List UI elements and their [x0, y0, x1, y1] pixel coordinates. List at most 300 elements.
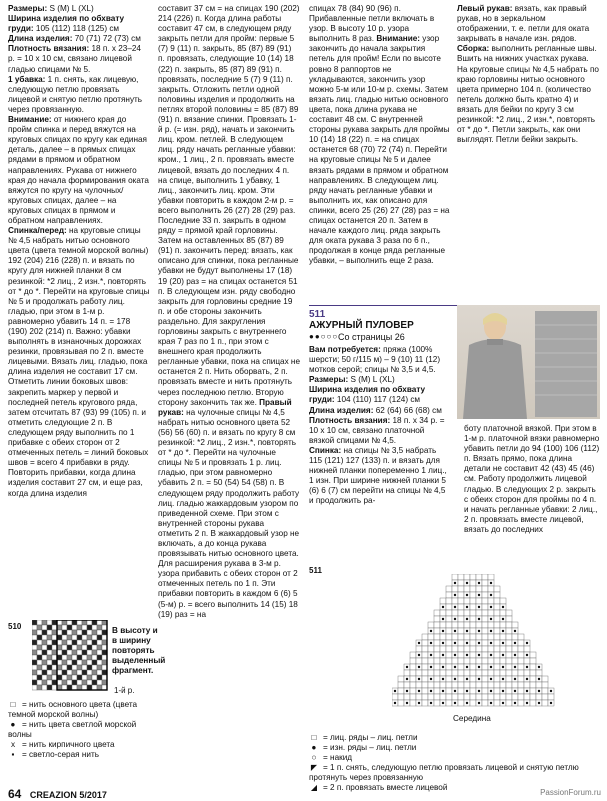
chart-cell	[434, 694, 440, 700]
chart-cell	[464, 658, 470, 664]
chart-cell	[542, 700, 548, 706]
chart-cell	[482, 682, 488, 688]
chart-cell	[87, 645, 92, 650]
chart-cell	[422, 676, 428, 682]
chart-cell	[77, 645, 82, 650]
chart-cell	[47, 640, 52, 645]
chart-cell	[518, 640, 524, 646]
col2-text	[158, 4, 300, 620]
chart-cell	[452, 694, 458, 700]
legend-entry	[309, 753, 604, 763]
chart-cell	[494, 658, 500, 664]
chart-cell	[476, 622, 482, 628]
chart-cell	[42, 660, 47, 665]
chart-cell	[42, 625, 47, 630]
chart-cell	[62, 665, 67, 670]
legend-entry	[8, 700, 158, 720]
chart-cell	[77, 625, 82, 630]
legend-text: = лиц. ряды – лиц. петли	[323, 733, 418, 742]
chart-dot	[442, 654, 444, 656]
chart-cell	[72, 680, 77, 685]
chart-cell	[92, 655, 97, 660]
chart-cell	[428, 682, 434, 688]
chart-cell	[404, 682, 410, 688]
chart-cell	[446, 676, 452, 682]
chart-cell	[458, 616, 464, 622]
chart-dot	[454, 582, 456, 584]
chart-cell	[530, 664, 536, 670]
paragraph	[309, 416, 450, 446]
chart-cell	[37, 630, 42, 635]
chart-cell	[72, 660, 77, 665]
chart-cell	[404, 694, 410, 700]
paragraph	[8, 44, 150, 74]
chart-cell	[470, 592, 476, 598]
chart-dot	[514, 690, 516, 692]
chart-cell	[518, 694, 524, 700]
chart-cell	[67, 685, 72, 690]
chart-dot	[454, 678, 456, 680]
chart-cell	[42, 640, 47, 645]
chart-cell	[422, 652, 428, 658]
inline-text: на чулочные спицы № 4,5 набрать нитью основного цвета 52 (56) 56 (60) п. и вязать по кругу 8 см резинкой: *2 лиц., 2 изн.*, повторять от * до *. Перейти на чулочные спицы № 5 и провязать 1 р. лиц. гладью, при этом равномерно убавить 2 п. = 50 (54) 54 (58) п. В следующем ряду продолжить работу лиц. гладью жаккардовым узором по приведенной схеме. При этом с внутренней стороны рукава отметить 2 п. В жаккардовый узор не включать, а до конца рукава провязывать нитью основного цвета. Для расширения рукава в 3-м р. узора прибавить с обеих сторон от 2 отмеченных петель по 1 п. Эти прибавки повторить в каждом 6 (6) 5 (5-м) р. = всего выполнить 14 (15) 18 (19) раз = на	[158, 407, 300, 619]
chart-cell	[97, 640, 102, 645]
chart-cell	[476, 610, 482, 616]
chart-cell	[37, 650, 42, 655]
chart-cell	[52, 670, 57, 675]
chart-cell	[440, 634, 446, 640]
chart-cell	[542, 694, 548, 700]
paragraph-heading: Спинка:	[309, 445, 342, 455]
chart-dot	[418, 702, 420, 704]
chart-cell	[422, 670, 428, 676]
chart-cell	[482, 640, 488, 646]
chart-dot	[454, 702, 456, 704]
legend-symbol-icon: x	[10, 740, 16, 749]
chart-dot	[538, 666, 540, 668]
chart-cell	[87, 680, 92, 685]
chart-cell	[62, 680, 67, 685]
chart-cell	[470, 604, 476, 610]
paragraph-heading: 1 убавка:	[8, 74, 46, 84]
chart-cell	[67, 635, 72, 640]
chart-cell	[434, 616, 440, 622]
chart-cell	[72, 640, 77, 645]
chart-cell	[37, 660, 42, 665]
chart-cell	[518, 700, 524, 706]
chart-cell	[476, 682, 482, 688]
paragraph	[8, 115, 150, 226]
chart-cell	[446, 586, 452, 592]
chart-cell	[494, 652, 500, 658]
chart-cell	[47, 665, 52, 670]
chart-cell	[32, 655, 37, 660]
paragraph-text: от нижнего края до пройм спинка и перед вяжутся на круговых спицах по кругу как единая деталь, далее – в прямых спицах рядами в прямом и обратном направлениях. Рукава от нижнего края до начала формирования оката вяжутся по кругу на чулочных/круговых спицах, далее – на круговых спицах в прямом и обратном направлениях.	[8, 115, 149, 225]
chart-dot	[490, 702, 492, 704]
chart-cell	[416, 682, 422, 688]
legend-text: = накид	[323, 753, 353, 762]
chart-cell	[458, 622, 464, 628]
chart-cell	[398, 682, 404, 688]
chart-cell	[32, 650, 37, 655]
chart-cell	[530, 670, 536, 676]
chart-cell	[67, 675, 72, 680]
chart-cell	[57, 650, 62, 655]
chart-cell	[530, 688, 536, 694]
chart-cell	[434, 682, 440, 688]
chart-cell	[464, 682, 470, 688]
chart-dot	[490, 582, 492, 584]
chart-dot	[466, 594, 468, 596]
chart-dot	[526, 702, 528, 704]
chart-cell	[87, 685, 92, 690]
chart-dot	[550, 690, 552, 692]
chart-cell	[102, 650, 107, 655]
chart-cell	[97, 635, 102, 640]
paragraph-heading: Размеры:	[309, 375, 349, 385]
chart-cell	[92, 630, 97, 635]
chart-dot	[394, 702, 396, 704]
chart-cell	[67, 625, 72, 630]
chart-cell	[476, 586, 482, 592]
chart-cell	[446, 700, 452, 706]
chart-cell	[470, 682, 476, 688]
chart-cell	[52, 620, 57, 625]
chart-cell	[434, 700, 440, 706]
chart-dot	[442, 642, 444, 644]
chart-cell	[92, 640, 97, 645]
chart-cell	[416, 694, 422, 700]
paragraph-heading: Внимание:	[8, 115, 52, 125]
chart-dot	[502, 642, 504, 644]
chart-cell	[77, 655, 82, 660]
chart-cell	[494, 640, 500, 646]
chart-cell	[452, 682, 458, 688]
chart-cell	[500, 610, 506, 616]
chart-cell	[52, 655, 57, 660]
legend-text: = светло-серая нить	[22, 750, 99, 759]
legend-text: = изн. ряды – лиц. петли	[323, 743, 417, 752]
chart-dot	[418, 642, 420, 644]
chart-dot	[490, 594, 492, 596]
paragraph-heading: Сборка:	[457, 44, 490, 54]
chart-cell	[494, 646, 500, 652]
chart-dot	[466, 606, 468, 608]
chart-dot	[478, 690, 480, 692]
chart-cell	[446, 652, 452, 658]
chart-dot	[502, 666, 504, 668]
chart-cell	[512, 622, 518, 628]
chart-cell	[452, 622, 458, 628]
chart-cell	[72, 655, 77, 660]
chart-cell	[97, 680, 102, 685]
chart-cell	[82, 620, 87, 625]
chart-cell	[62, 650, 67, 655]
chart-cell	[97, 655, 102, 660]
chart-cell	[446, 610, 452, 616]
chart-cell	[476, 634, 482, 640]
legend-symbol-icon: □	[311, 733, 317, 742]
chart-cell	[518, 688, 524, 694]
chart-cell	[102, 685, 107, 690]
chart-cell	[97, 650, 102, 655]
page-number: 64	[8, 787, 22, 801]
chart-cell	[92, 670, 97, 675]
chart-dot	[514, 654, 516, 656]
chart-cell	[518, 676, 524, 682]
chart-cell	[482, 616, 488, 622]
paragraph	[309, 345, 450, 375]
chart-cell	[422, 700, 428, 706]
chart-cell	[476, 598, 482, 604]
chart-dot	[538, 678, 540, 680]
chart-cell	[32, 625, 37, 630]
chart-cell	[37, 675, 42, 680]
chart-dot	[502, 606, 504, 608]
chart-dot	[430, 654, 432, 656]
chart-cell	[470, 622, 476, 628]
paragraph-text: 18 п. x 34 р. = 10 x 10 см, связано платочной вязкой спицами № 4,5.	[309, 415, 445, 445]
chart-cell	[52, 685, 57, 690]
chart-cell	[47, 655, 52, 660]
chart-dot	[442, 702, 444, 704]
chart-cell	[512, 670, 518, 676]
chart-cell	[470, 658, 476, 664]
chart-cell	[506, 700, 512, 706]
chart-cell	[92, 620, 97, 625]
chart-cell	[32, 685, 37, 690]
chart-dot	[466, 630, 468, 632]
chart-cell	[52, 650, 57, 655]
chart-cell	[500, 670, 506, 676]
chart-cell	[87, 625, 92, 630]
chart-cell	[494, 700, 500, 706]
chart-cell	[77, 620, 82, 625]
chart-cell	[452, 646, 458, 652]
chart-cell	[470, 586, 476, 592]
chart-dot	[418, 666, 420, 668]
chart-cell	[398, 676, 404, 682]
chart-dot	[490, 630, 492, 632]
chart-dot	[430, 678, 432, 680]
chart-cell	[470, 580, 476, 586]
legend-symbol-icon: ◢	[310, 783, 318, 792]
chart-cell	[494, 604, 500, 610]
chart-cell	[500, 646, 506, 652]
chart-cell	[500, 634, 506, 640]
chart-cell	[446, 646, 452, 652]
paragraph	[309, 446, 450, 507]
chart-cell	[440, 646, 446, 652]
paragraph	[457, 4, 600, 44]
chart-cell	[422, 694, 428, 700]
chart-cell	[62, 655, 67, 660]
chart-cell	[482, 586, 488, 592]
legend-text: = 2 п. провязать вместе лицевой	[323, 783, 448, 792]
chart-cell	[57, 655, 62, 660]
chart-dot	[478, 678, 480, 680]
chart-cell	[87, 665, 92, 670]
chart-cell	[440, 610, 446, 616]
chart-cell	[542, 682, 548, 688]
chart-cell	[67, 620, 72, 625]
chart-cell	[87, 630, 92, 635]
chart-cell	[470, 598, 476, 604]
magazine-name: CREAZION 5/2017	[29, 790, 107, 800]
chart-511-center: Середина	[453, 714, 491, 723]
legend-entry	[8, 750, 158, 760]
chart-cell	[82, 680, 87, 685]
chart-cell	[512, 694, 518, 700]
section-title: АЖУРНЫЙ ПУЛОВЕР	[309, 320, 414, 331]
chart-cell	[62, 670, 67, 675]
chart-cell	[506, 658, 512, 664]
chart-dot	[550, 702, 552, 704]
chart-dot	[526, 642, 528, 644]
chart-cell	[102, 675, 107, 680]
chart-cell	[494, 622, 500, 628]
chart-cell	[82, 650, 87, 655]
chart-cell	[482, 634, 488, 640]
chart-cell	[62, 625, 67, 630]
chart-dot	[442, 690, 444, 692]
chart-dot	[442, 666, 444, 668]
chart-cell	[482, 646, 488, 652]
chart-cell	[434, 610, 440, 616]
chart-cell	[47, 680, 52, 685]
column-3	[309, 4, 450, 266]
chart-cell	[92, 635, 97, 640]
chart-cell	[47, 620, 52, 625]
chart-cell	[97, 645, 102, 650]
chart-cell	[470, 694, 476, 700]
chart-cell	[47, 675, 52, 680]
chart-cell	[62, 620, 67, 625]
chart-dot	[466, 690, 468, 692]
chart-dot	[430, 642, 432, 644]
inline-text: составит 37 см = на спицах 190 (202) 214 (226) п. Когда длина работы составит 47 см, в следующем ряду закрыть петли для пройм: первые 5 (7) 9 (11) п. закрыть, 85 (87) 89 (91) п. провязать, следующие 10 (14) 18 (22) п. закрыть, 85 (87) 89 (91) п. провязать, последние 5 (7) 9 (11) п. закрыть. Отложить петли одной половины изделия и продолжить на петлях второй половины = 85 (87) 89 (91) п. вязание спинки. Провязать 1-й р. (= изн. ряд), начать и закончить лиц. кром. петлей. В следующем лиц. ряду начать регланные убавки: кром., 1 лиц., 2 п. провязать вместе лицевой, вязать до последних 4 п. на спице, выполнить 1 убавку, 1 лиц., закончить лиц. кром. Эти убавки повторить в каждом 2-м р. = всего выполнить 26 (27) 28 (29) раз. Последние 33 п. закрыть в одном ряду = прямой край горловины. Затем на оставленных 85 (87) 89 (91) п. закончить перед: вязать, как описано для спинки, пока регланные убавки не будут выполнены 17 (18) 19 (20) раз = на спицах останется 51 п. В следующем изн. ряду свободно закрыть для горловины средние 19 п. и обе стороны закончить раздельно. Для закругления горловины закрыть с внутреннего края 7 раз по 1 п., при этом с внешнего края продолжить регланные убавки, пока на спицах не останется 2 п. Нить оборвать, 2 п. провязать вместе и нить протянуть через последнюю петлю. Вторую сторону закончить так же.	[158, 4, 301, 407]
chart-cell	[428, 622, 434, 628]
chart-dot	[418, 690, 420, 692]
legend-text: = нить кирпичного цвета	[22, 740, 115, 749]
chart-dot	[454, 654, 456, 656]
chart-cell	[482, 598, 488, 604]
chart-cell	[32, 670, 37, 675]
paragraph	[8, 34, 150, 44]
chart-cell	[458, 640, 464, 646]
col4b-text: боту платочной вязкой. При этом в 1-м р. платочной вязки равномерно убавить петли до 94 (100) 106 (112) п. Вязать прямо, пока длина детали не составит 42 (43) 45 (46) см. Работу продолжить лицевой гладью. В следующих 2 р. закрыть с обеих сторон для проймы по 4 п. и начать регланные убавки: 2 лиц., 2 п. провязать вместе лицевой, вязать до последних	[464, 424, 600, 534]
chart-cell	[422, 664, 428, 670]
chart-cell	[518, 682, 524, 688]
chart-cell	[488, 586, 494, 592]
chart-cell	[458, 574, 464, 580]
chart-cell	[434, 622, 440, 628]
paragraph	[309, 375, 450, 385]
chart-cell	[482, 676, 488, 682]
chart-cell	[42, 680, 47, 685]
legend-text: = нить основного цвета (цвета темной морской волны)	[8, 700, 138, 719]
chart-cell	[452, 610, 458, 616]
chart-cell	[446, 604, 452, 610]
column-2	[158, 4, 300, 620]
chart-cell	[500, 694, 506, 700]
chart-cell	[37, 645, 42, 650]
chart-cell	[452, 658, 458, 664]
paragraph	[8, 75, 150, 115]
chart-cell	[72, 630, 77, 635]
chart-cell	[57, 625, 62, 630]
chart-cell	[87, 655, 92, 660]
chart-dot	[478, 702, 480, 704]
chart-cell	[458, 592, 464, 598]
chart-cell	[476, 694, 482, 700]
chart-cell	[92, 665, 97, 670]
chart-cell	[488, 682, 494, 688]
chart-dot	[466, 618, 468, 620]
chart-cell	[470, 664, 476, 670]
chart-cell	[530, 682, 536, 688]
chart-dot	[490, 666, 492, 668]
chart-dot	[454, 642, 456, 644]
chart-cell	[482, 592, 488, 598]
chart-cell	[458, 682, 464, 688]
chart-cell	[82, 655, 87, 660]
chart-cell	[482, 700, 488, 706]
chart-cell	[548, 694, 554, 700]
chart-cell	[464, 670, 470, 676]
paragraph-heading: Спинка/перед:	[8, 226, 67, 236]
chart-cell	[470, 688, 476, 694]
chart-cell	[72, 645, 77, 650]
chart-cell	[37, 665, 42, 670]
chart-cell	[82, 630, 87, 635]
chart-cell	[87, 635, 92, 640]
chart-cell	[506, 628, 512, 634]
chart-cell	[488, 658, 494, 664]
chart-cell	[62, 640, 67, 645]
chart-cell	[530, 652, 536, 658]
sweater-photo	[457, 305, 600, 419]
chart-cell	[470, 616, 476, 622]
chart-cell	[57, 640, 62, 645]
chart-cell	[512, 634, 518, 640]
chart-cell	[482, 610, 488, 616]
chart-510-grid	[32, 620, 108, 692]
chart-cell	[488, 634, 494, 640]
chart-cell	[422, 658, 428, 664]
chart-cell	[428, 634, 434, 640]
chart-dot	[478, 594, 480, 596]
chart-cell	[410, 670, 416, 676]
chart-cell	[32, 620, 37, 625]
chart-cell	[458, 694, 464, 700]
chart-cell	[52, 640, 57, 645]
chart-dot	[526, 654, 528, 656]
chart-dot	[502, 702, 504, 704]
chart-dot	[466, 582, 468, 584]
col3-text	[309, 4, 450, 266]
paragraph-text: пряжа (100% шерсти; 50 г/115 м) – 9 (10) 11 (12) мотков серой; спицы № 3,5 и 4,5.	[309, 345, 441, 375]
legend-text: = нить цвета светлой морской волны	[8, 720, 137, 739]
chart-cell	[62, 645, 67, 650]
chart-cell	[52, 630, 57, 635]
chart-cell	[446, 682, 452, 688]
chart-cell	[506, 670, 512, 676]
chart-cell	[464, 598, 470, 604]
chart-cell	[458, 604, 464, 610]
chart-cell	[440, 694, 446, 700]
chart-510-note: В высоту и в ширину повторять выделенный фрагмент.	[112, 626, 166, 675]
